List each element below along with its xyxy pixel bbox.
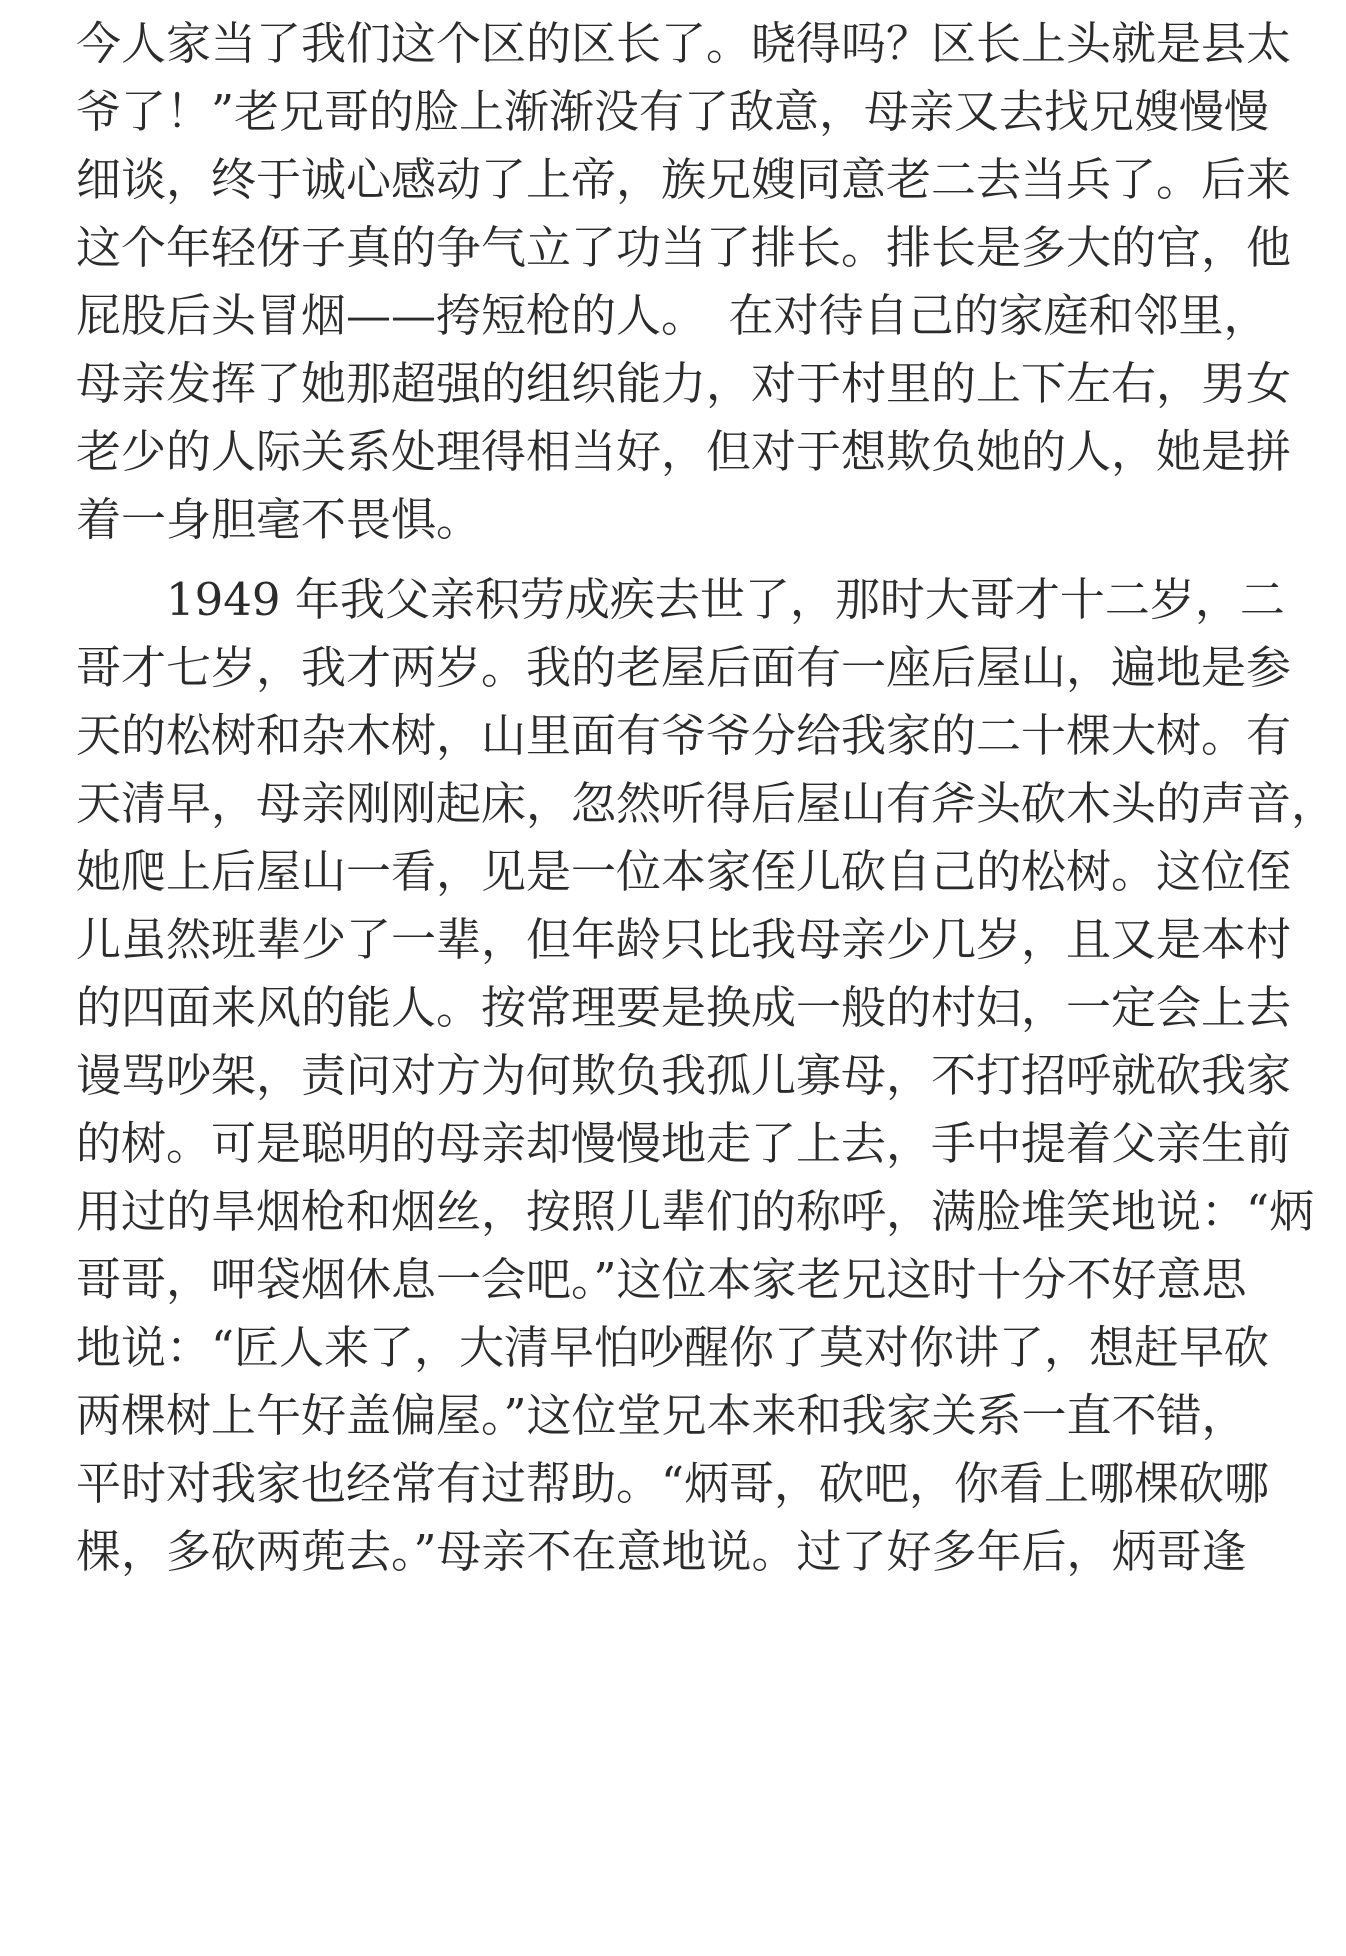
text-line-18: 用过的旱烟枪和烟丝，按照儿辈们的称呼，满脸堆笑地说：“炳 — [76, 1185, 1315, 1238]
text-line-22: 平时对我家也经常有过帮助。“炳哥，砍吧，你看上哪棵砍哪 — [76, 1457, 1270, 1510]
text-line-21: 两棵树上午好盖偏屋。”这位堂兄本来和我家关系一直不错， — [76, 1389, 1247, 1442]
text-line-7: 老少的人际关系处理得相当好，但对于想欺负她的人，她是拼 — [76, 425, 1292, 478]
text-line-17: 的树。可是聪明的母亲却慢慢地走了上去，手中提着父亲生前 — [76, 1117, 1292, 1170]
text-line-15: 的四面来风的能人。按常理要是换成一般的村妇，一定会上去 — [76, 981, 1292, 1034]
text-line-10: 哥才七岁，我才两岁。我的老屋后面有一座后屋山，遍地是参 — [76, 641, 1292, 694]
text-line-23: 棵，多砍两蔸去。”母亲不在意地说。过了好多年后，炳哥逢 — [76, 1525, 1247, 1578]
text-line-20: 地说：“匠人来了，大清早怕吵醒你了莫对你讲了，想赶早砍 — [76, 1321, 1270, 1374]
text-line-6: 母亲发挥了她那超强的组织能力，对于村里的上下左右，男女 — [76, 357, 1292, 410]
text-line-1: 今人家当了我们这个区的区长了。晓得吗？区长上头就是县太 — [76, 17, 1292, 70]
text-line-11: 天的松树和杂木树，山里面有爷爷分给我家的二十棵大树。有 — [76, 709, 1292, 762]
text-line-13: 她爬上后屋山一看，见是一位本家侄儿砍自己的松树。这位侄 — [76, 845, 1292, 898]
text-line-3: 细谈，终于诚心感动了上帝，族兄嫂同意老二去当兵了。后来 — [76, 153, 1292, 206]
text-line-5: 屁股后头冒烟——挎短枪的人。 在对待自己的家庭和邻里， — [76, 289, 1269, 342]
text-line-14: 儿虽然班辈少了一辈，但年龄只比我母亲少几岁，且又是本村 — [76, 913, 1292, 966]
text-line-8: 着一身胆毫不畏惧。 — [76, 493, 482, 546]
text-line-16: 谩骂吵架，责问对方为何欺负我孤儿寡母，不打招呼就砍我家 — [76, 1049, 1292, 1102]
text-line-12: 天清早，母亲刚刚起床，忽然听得后屋山有斧头砍木头的声音， — [76, 777, 1337, 830]
text-line-9: 1949 年我父亲积劳成疾去世了，那时大哥才十二岁，二 — [166, 573, 1285, 626]
text-line-19: 哥哥，呷袋烟休息一会吧。”这位本家老兄这时十分不好意思 — [76, 1253, 1247, 1306]
text-line-4: 这个年轻伢子真的争气立了功当了排长。排长是多大的官，他 — [76, 221, 1292, 274]
text-line-2: 爷了！”老兄哥的脸上渐渐没有了敌意，母亲又去找兄嫂慢慢 — [76, 85, 1270, 138]
